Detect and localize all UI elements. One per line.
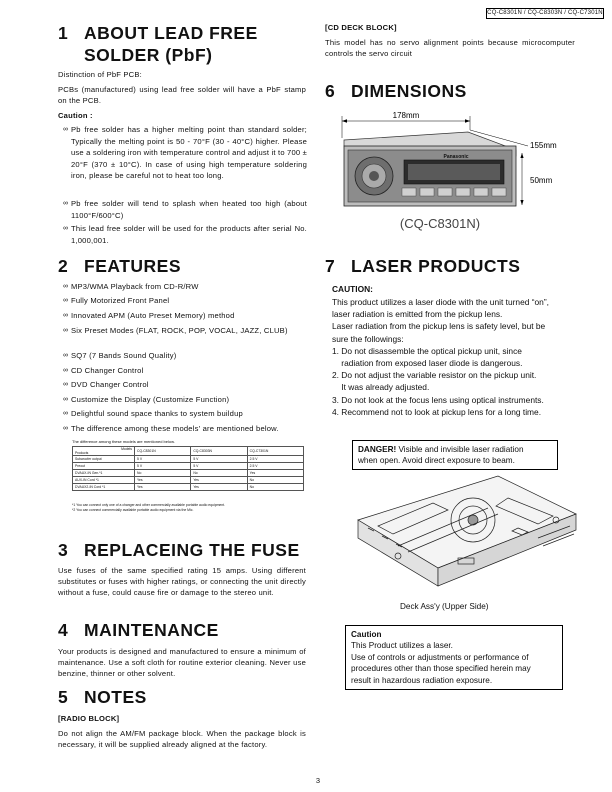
laser-caution-text: This product utilizes a laser diode with the unit turned “on”, laser radiation is emitted from the pickup lens. Laser radiation from the pickup lens is safety level, but be sure the followings: 1. Do not disassemble the optical pickup unit, since radiation from exposed laser diode is dangerous. 2. Do not adjust the variable resistor on the pickup unit. It was already adjusted. 3. Do not look at the focus lens using optical instruments. 4. Recommend not to look at pickup lens for a long time. bbox=[332, 297, 549, 417]
fuse-text: Use fuses of the same specified rating 15 amps. Using different substitutes or fuses with higher ratings, or connecting the unit directly without a fuse, could cause fire or damage to the stereo unit. bbox=[58, 566, 306, 598]
bullet-icon: ∞ bbox=[63, 352, 69, 359]
bullet-icon: ∞ bbox=[63, 367, 69, 374]
list-item: ∞ Delightful sound space thanks to system buildup bbox=[63, 409, 243, 418]
bullet-icon: ∞ bbox=[63, 225, 69, 232]
section-5-heading: 5 NOTES bbox=[58, 687, 147, 707]
table-cell: DVAUX2-IN Cord *1 bbox=[73, 484, 135, 491]
deck-assembly-drawing bbox=[338, 468, 600, 598]
maintenance-text: Your products is designed and manufactured to ensure a minimum of maintenance. Use a soft cloth for routine exterior cleaning. Never use benzine, thinner or other solvent. bbox=[58, 647, 306, 679]
table-row bbox=[73, 477, 304, 484]
bullet-icon: ∞ bbox=[63, 327, 69, 334]
list-item: ∞ Six Preset Modes (FLAT, ROCK, POP, VOCAL, JAZZ, CLUB) bbox=[63, 326, 288, 335]
table-cell: Yes bbox=[191, 484, 247, 491]
model-difference-table bbox=[72, 446, 304, 491]
page-number: 3 bbox=[315, 776, 320, 785]
table-cell: No bbox=[247, 484, 303, 491]
table-cell: Yes bbox=[247, 470, 303, 477]
list-item: ∞ MP3/WMA Playback from CD-R/RW bbox=[63, 282, 199, 291]
laser-caution-label: CAUTION: bbox=[332, 284, 373, 294]
table-cell: Yes bbox=[135, 477, 191, 484]
danger-label-box: DANGER! Visible and invisible laser radiation when open. Avoid direct exposure to beam. bbox=[352, 440, 558, 470]
table-header-cell: CQ-C8301N bbox=[135, 447, 191, 456]
table-cell: 5 V bbox=[135, 463, 191, 470]
section-3-heading: 3 REPLACEING THE FUSE bbox=[58, 540, 300, 560]
radio-block-label: [RADIO BLOCK] bbox=[58, 714, 120, 723]
caution-label-box: Caution This Product utilizes a laser. Use of controls or adjustments or performance of procedures other than those specified herein may result in hazardous radiation exposure. bbox=[345, 625, 563, 690]
section-4-heading: 4 MAINTENANCE bbox=[58, 620, 219, 640]
list-item: ∞ Customize the Display (Customize Function) bbox=[63, 395, 230, 404]
table-cell: Yes bbox=[191, 477, 247, 484]
table-cell: AUX-IN Cord *1 bbox=[73, 477, 135, 484]
table-row bbox=[73, 484, 304, 491]
table-header-cell: CQ-C7301N bbox=[247, 447, 303, 456]
bullet-icon: ∞ bbox=[63, 283, 69, 290]
section-7-heading: 7 LASER PRODUCTS bbox=[325, 256, 521, 276]
bullet-icon: ∞ bbox=[63, 126, 69, 133]
bullet-icon: ∞ bbox=[63, 381, 69, 388]
model-label: (CQ-C8301N) bbox=[399, 216, 481, 231]
table-cell: 2.5 V bbox=[247, 456, 303, 463]
bullet-icon: ∞ bbox=[63, 297, 69, 304]
table-cell: Yes bbox=[135, 484, 191, 491]
radio-block-text: Do not align the AM/FM package block. When the package block is necessary, it will be supplied already aligned at the factory. bbox=[58, 729, 306, 750]
list-item: ∞ This lead free solder will be used for the products after serial No. 1,000,001. bbox=[63, 224, 307, 245]
table-cell: 2.5 V bbox=[247, 463, 303, 470]
dim-width-label: 178mm bbox=[392, 111, 420, 120]
bullet-icon: ∞ bbox=[63, 312, 69, 319]
bullet-icon: ∞ bbox=[63, 200, 69, 207]
table-cell: 5 V bbox=[191, 456, 247, 463]
cd-deck-label: [CD DECK BLOCK] bbox=[325, 23, 397, 32]
bullet-icon: ∞ bbox=[63, 425, 69, 432]
list-item: ∞ DVD Changer Control bbox=[63, 380, 149, 389]
section-6-heading: 6 DIMENSIONS bbox=[325, 81, 467, 101]
list-item: ∞ Innovated APM (Auto Preset Memory) method bbox=[63, 311, 235, 320]
deck-caption: Deck Ass'y (Upper Side) bbox=[400, 602, 489, 611]
cd-deck-text: This model has no servo alignment points because microcomputer controls the servo circuit bbox=[325, 38, 575, 59]
table-caption: The difference among these models are mentioned below. bbox=[72, 439, 175, 444]
bullet-icon: ∞ bbox=[63, 410, 69, 417]
list-item: ∞ The difference among these models' are mentioned below. bbox=[63, 424, 279, 433]
pbf-stamp-text: PCBs (manufactured) using lead free solder will have a PbF stamp on the PCB. bbox=[58, 85, 306, 106]
list-item: ∞ Pb free solder will tend to splash when heated too high (about 1100°F/600°C) bbox=[63, 199, 307, 220]
bullet-icon: ∞ bbox=[63, 396, 69, 403]
list-item: ∞ Pb free solder has a higher melting point than standard solder; Typically the melting point is 50 - 70°F (30 - 40°C) higher. Please use a soldering iron with temperature control and adjust it to 700 ± 20°F (370 ± 10°C). In case of using high temperature soldering iron, please be careful not to heat too long. bbox=[63, 125, 308, 181]
table-cell: Preout bbox=[73, 463, 135, 470]
table-header-cell: CQ-C8303N bbox=[191, 447, 247, 456]
caution-label: Caution : bbox=[58, 111, 93, 120]
table-cell: No bbox=[247, 477, 303, 484]
table-corner-cell: Models Products bbox=[73, 447, 135, 456]
table-row bbox=[73, 456, 304, 463]
table-cell: Subwoofer output bbox=[73, 456, 135, 463]
dim-height-label: 50mm bbox=[530, 176, 553, 185]
dim-depth-label: 155mm bbox=[530, 141, 557, 150]
table-cell: 5 V bbox=[191, 463, 247, 470]
list-item: ∞ CD Changer Control bbox=[63, 366, 144, 375]
section-2-heading: 2 FEATURES bbox=[58, 256, 182, 276]
list-item: ∞ Fully Motorized Front Panel bbox=[63, 296, 170, 305]
brand-logo: Panasonic bbox=[443, 154, 469, 160]
dimensions-diagram bbox=[330, 110, 570, 235]
table-cell: No bbox=[191, 470, 247, 477]
table-cell: 5 V bbox=[135, 456, 191, 463]
table-notes: *1 You can connect only one of a changer and other commercially available portable audio equipment. *2 You can connect commercially available portable audio equipment via the Mic. bbox=[72, 503, 226, 512]
list-item: ∞ SQ7 (7 Bands Sound Quality) bbox=[63, 351, 177, 360]
table-row bbox=[73, 463, 304, 470]
table-cell: DVAUX-IN Gen.*1 bbox=[73, 470, 135, 477]
pbf-distinction-text: Distinction of PbF PCB: bbox=[58, 70, 142, 79]
table-header-row bbox=[73, 447, 304, 456]
table-cell: No bbox=[135, 470, 191, 477]
table-row bbox=[73, 470, 304, 477]
model-number-tag: CQ-C8301N / CQ-C8303N / CQ-C7301N bbox=[486, 8, 604, 19]
section-1-heading: 1 ABOUT LEAD FREE SOLDER (PbF) bbox=[58, 23, 258, 65]
